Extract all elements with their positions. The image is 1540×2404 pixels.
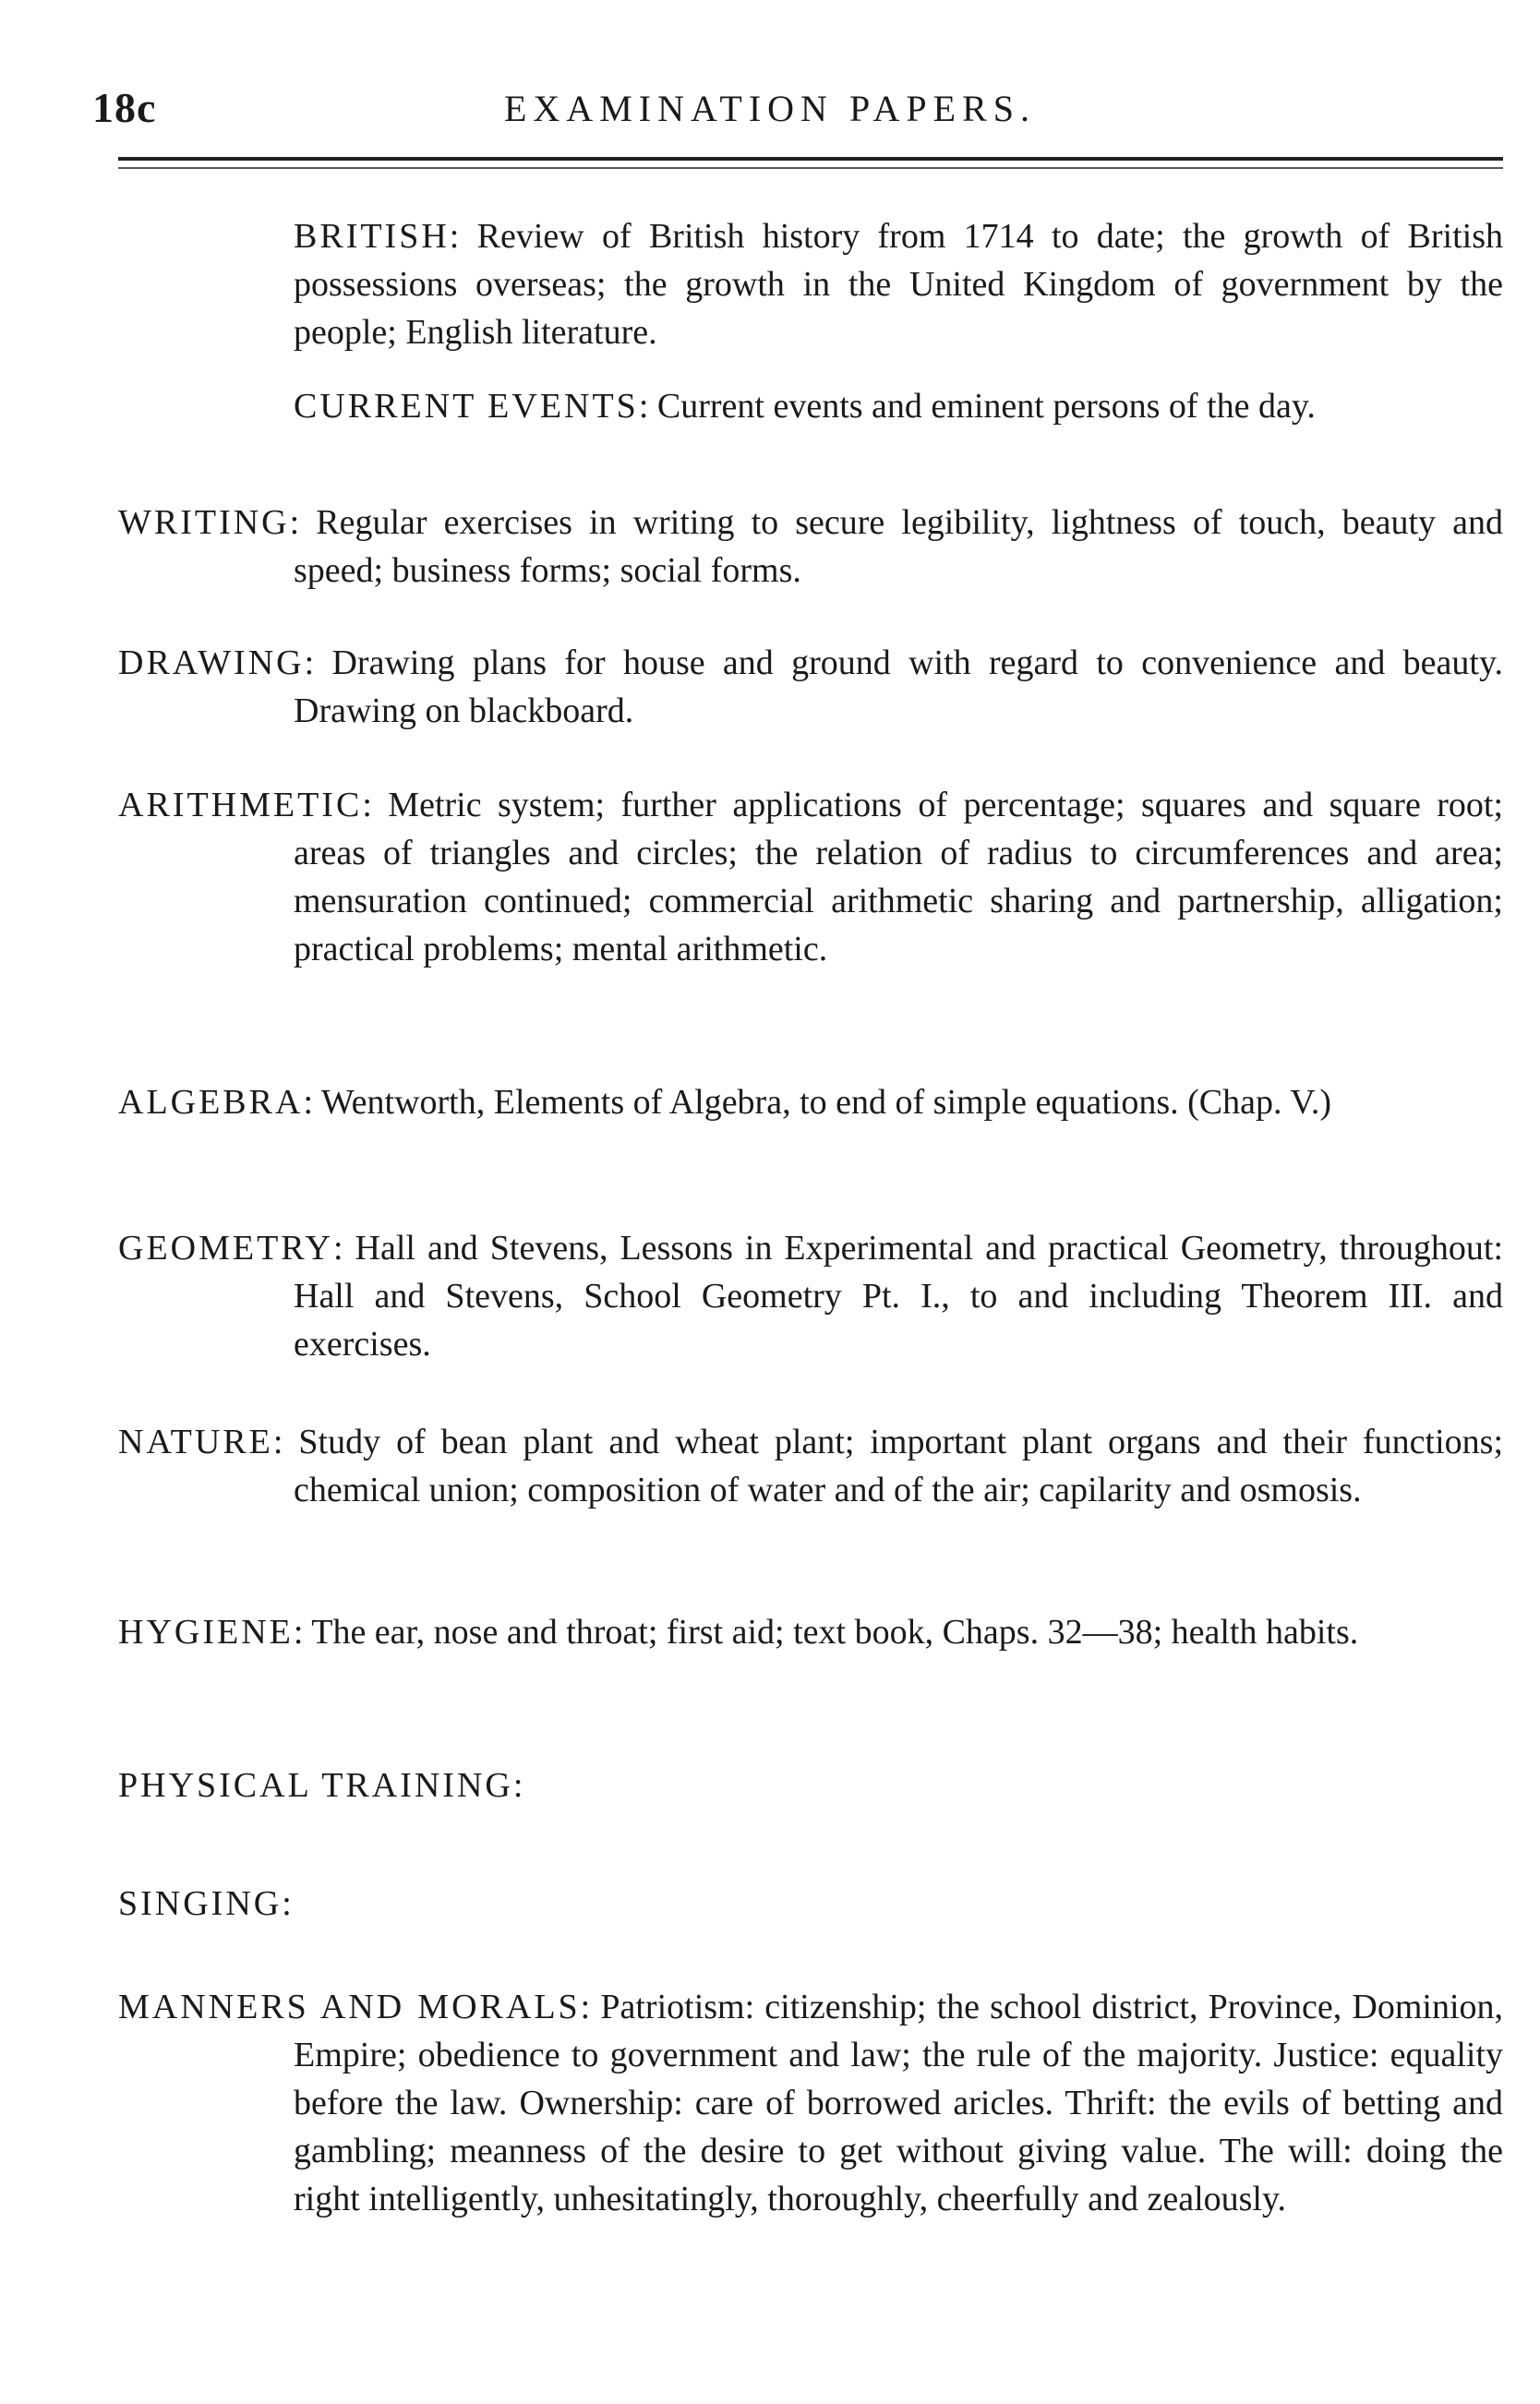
entry-heading: ARITHMETIC [118,786,363,824]
entry-british [294,212,1503,356]
entry-singing [118,1880,1503,1928]
entry-heading: CURRENT EVENTS [294,387,639,426]
entry-text: : Metric system; further applications of percentage; squares and square root; areas of triangles and circles; the relation of radius to circumferences and area; mensuration continued; commercial arithmetic sharing and partnership, alligation; practical problems; mental arithmetic. [294,786,1503,968]
entry-arithmetic [118,781,1503,973]
entry-heading: WRITING [118,503,290,542]
entry-text: : Study of bean plant and wheat plant; important plant organs and their functions; chemical union; composition of water and of the air; capilarity and osmosis. [272,1423,1503,1509]
header-rule-thick [118,157,1503,161]
entry-current-events [294,382,1503,430]
entry-text: : [282,1884,292,1923]
entry-writing [118,499,1503,595]
entry-text: : Hall and Stevens, Lessons in Experimental and practical Geometry, throughout: Hall and Stevens, School Geometry Pt. I., to and including Theorem III. and exercises. [294,1229,1503,1364]
entry-text: : Patriotism: citizenship; the school district, Province, Dominion, Empire; obedience to government and law; the rule of the majority. Justice: equality before the law. Ownership: care of borrowed aricles. Thrift: the evils of betting and gambling; meanness of the desire to get without giving value. The will: doing the right intelligently, unhesitatingly, thoroughly, cheerfully and zealously. [294,1988,1503,2218]
entry-heading: SINGING [118,1884,283,1923]
entry-physical-training [118,1761,1503,1809]
entry-text: : [512,1766,523,1805]
entry-text: : The ear, nose and throat; first aid; text book, Chaps. 32—38; health habits. [293,1613,1359,1652]
entry-text: : Current events and eminent persons of the day. [638,387,1316,426]
entry-algebra [118,1078,1503,1126]
entry-text: : Drawing plans for house and ground with regard to convenience and beauty. Drawing on blackboard. [294,643,1503,730]
running-head: EXAMINATION PAPERS. [503,88,1037,129]
entry-text: : Review of British history from 1714 to date; the growth of British possessions overseas; the growth in the United Kingdom of government by the people; English literature. [294,217,1503,352]
entry-manners-and-morals [118,1983,1503,2223]
entry-geometry [118,1224,1503,1368]
entry-heading: MANNERS AND MORALS [118,1988,581,2026]
entry-text: : Regular exercises in writing to secure legibility, lightness of touch, beauty and speed; business forms; social forms. [289,503,1503,590]
entry-heading: NATURE [118,1423,273,1461]
entry-heading: PHYSICAL TRAINING [118,1766,513,1805]
entry-heading: GEOMETRY [118,1229,333,1268]
entry-heading: ALGEBRA [118,1083,304,1122]
entry-heading: DRAWING [118,643,305,682]
page-number: 18c [92,84,157,131]
entry-drawing [118,639,1503,735]
entry-heading: BRITISH [294,217,450,256]
header-rule-thin [118,167,1503,169]
entry-text: : Wentworth, Elements of Algebra, to end of simple equations. (Chap. V.) [303,1083,1331,1122]
entry-heading: HYGIENE [118,1613,294,1652]
entry-hygiene [118,1608,1503,1656]
entry-nature [118,1418,1503,1514]
